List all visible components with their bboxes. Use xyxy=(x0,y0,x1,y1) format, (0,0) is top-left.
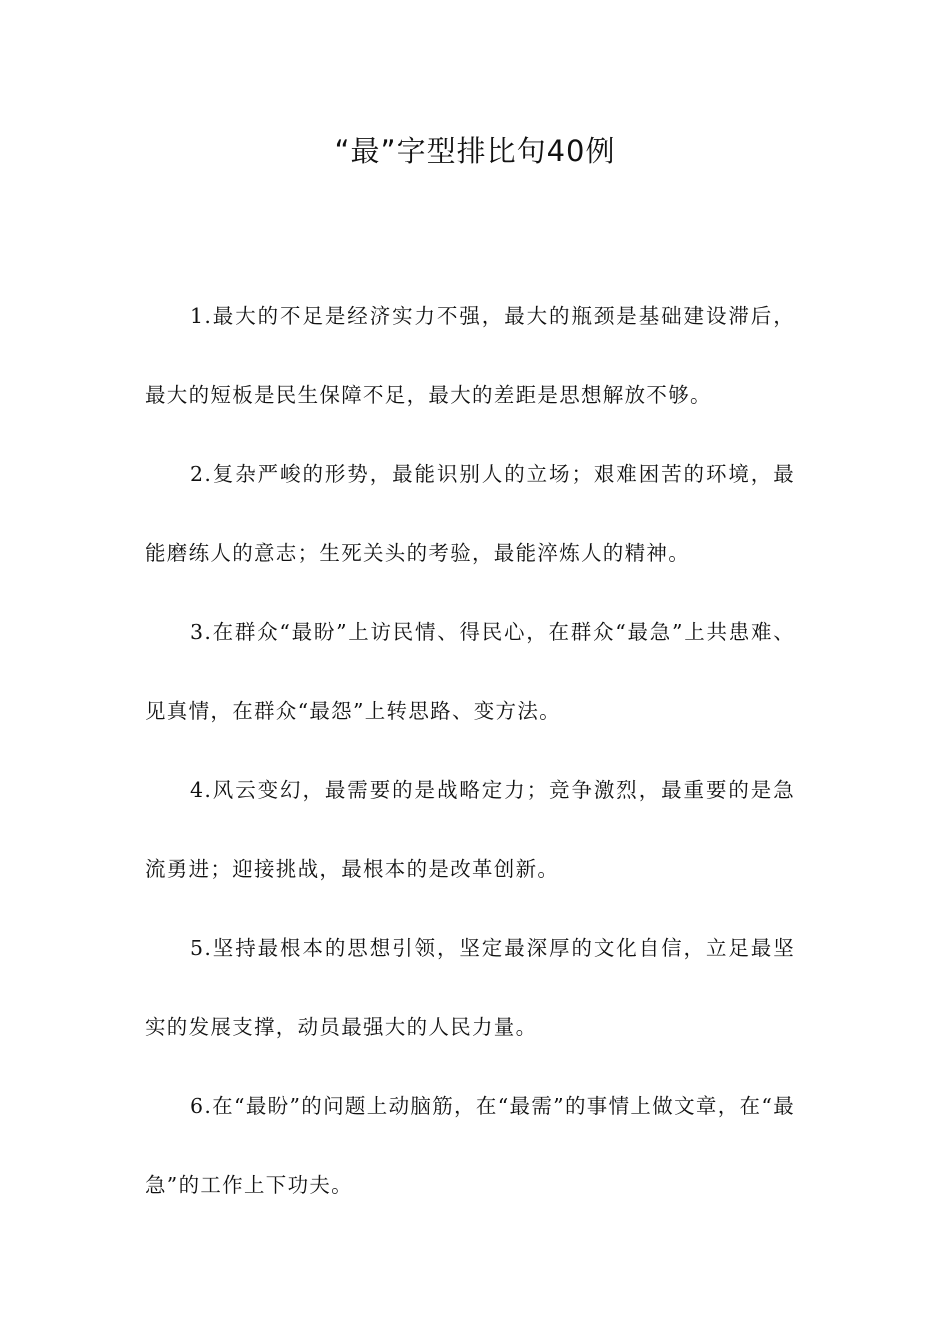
paragraph-4: 4.风云变幻，最需要的是战略定力；竞争激烈，最重要的是急流勇进；迎接挑战，最根本的是改革创新。 xyxy=(145,778,795,881)
paragraph-6: 6.在“最盼”的问题上动脑筋，在“最需”的事情上做文章，在“最急”的工作上下功夫。 xyxy=(145,1094,795,1197)
paragraph-5: 5.坚持最根本的思想引领，坚定最深厚的文化自信，立足最坚实的发展支撑，动员最强大的人民力量。 xyxy=(145,936,795,1039)
paragraph-2: 2.复杂严峻的形势，最能识别人的立场；艰难困苦的环境，最能磨练人的意志；生死关头的考验，最能淬炼人的精神。 xyxy=(145,462,795,565)
paragraph-1: 1.最大的不足是经济实力不强，最大的瓶颈是基础建设滞后，最大的短板是民生保障不足，最大的差距是思想解放不够。 xyxy=(145,304,795,407)
document-title: “最”字型排比句40例 xyxy=(334,134,616,168)
paragraph-3: 3.在群众“最盼”上访民情、得民心，在群众“最急”上共患难、见真情，在群众“最怨”上转思路、变方法。 xyxy=(145,620,795,723)
document-body xyxy=(145,277,795,1225)
